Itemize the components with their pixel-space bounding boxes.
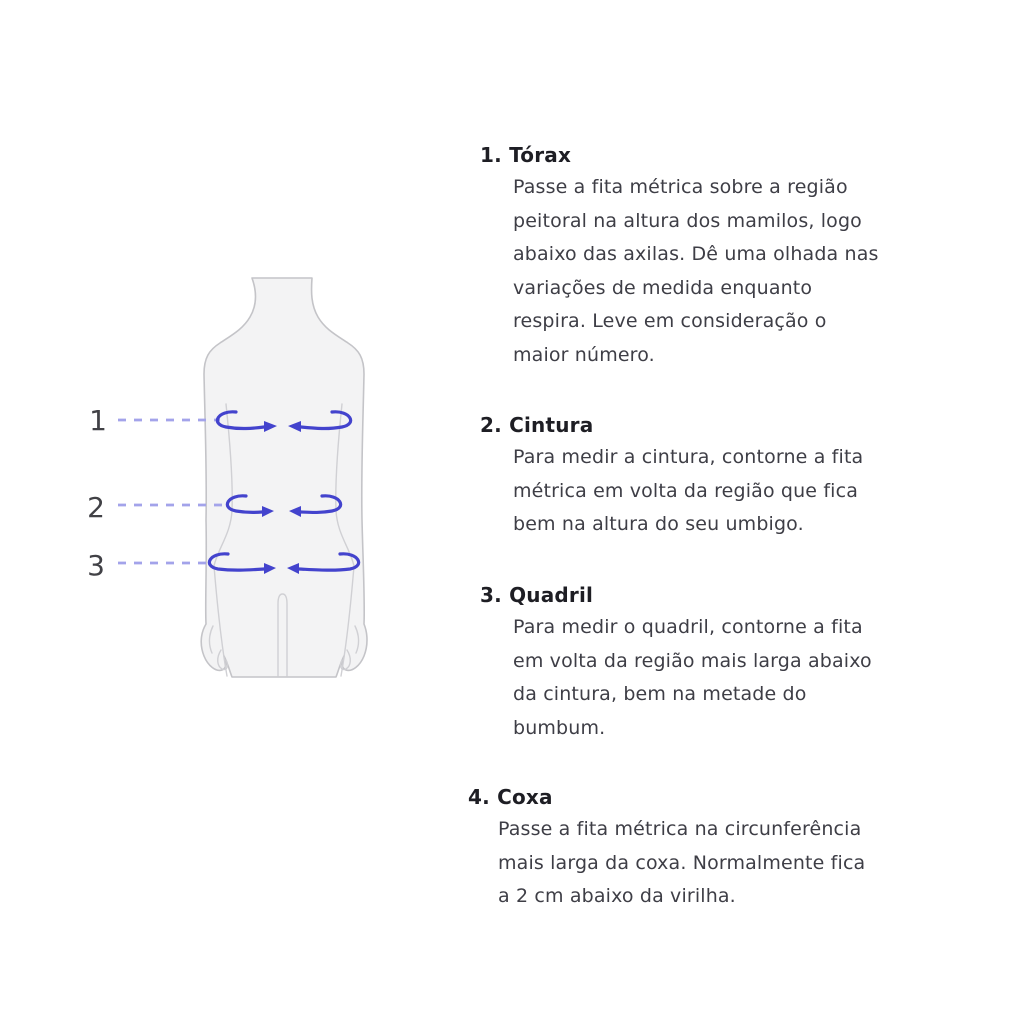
section-quadril: [467, 582, 907, 745]
marker-number-3: 3: [87, 549, 105, 582]
section-paragraph-cintura: [467, 441, 907, 542]
paragraph-line: da cintura, bem na metade do: [513, 683, 807, 706]
body-silhouette-illustration: [201, 278, 367, 677]
paragraph-line: métrica em volta da região que fica: [513, 479, 858, 502]
body-measurement-diagram: [80, 272, 420, 692]
section-heading-coxa: 4. Coxa: [468, 785, 553, 809]
body-outline: [201, 278, 367, 677]
section-paragraph-quadril: [467, 611, 907, 745]
section-cintura: [467, 412, 907, 542]
paragraph-line: mais larga da coxa. Normalmente fica: [498, 851, 866, 874]
paragraph-line: respira. Leve em consideração o: [513, 310, 827, 333]
section-heading-torax: 1. Tórax: [480, 143, 572, 167]
paragraph-line: bumbum.: [513, 716, 606, 739]
paragraph-line: variações de medida enquanto: [513, 276, 813, 299]
paragraph-line: Passe a fita métrica sobre a região: [513, 176, 848, 198]
marker-number-1: 1: [89, 404, 107, 437]
paragraph-line: abaixo das axilas. Dê uma olhada nas: [513, 243, 879, 266]
section-heading-cintura: 2. Cintura: [480, 413, 594, 437]
paragraph-line: maior número.: [513, 343, 655, 366]
section-heading-quadril: 3. Quadril: [480, 583, 594, 607]
paragraph-line: a 2 cm abaixo da virilha.: [498, 885, 736, 908]
marker-number-2: 2: [87, 491, 105, 524]
paragraph-line: bem na altura do seu umbigo.: [513, 513, 804, 536]
paragraph-line: em volta da região mais larga abaixo: [513, 649, 872, 672]
section-torax: [467, 142, 907, 373]
section-paragraph-torax: [467, 171, 907, 373]
paragraph-line: Para medir a cintura, contorne a fita: [513, 446, 864, 468]
paragraph-line: Para medir o quadril, contorne a fita: [513, 616, 863, 638]
paragraph-line: Passe a fita métrica na circunferência: [498, 818, 862, 840]
section-paragraph-coxa: [467, 813, 907, 914]
paragraph-line: peitoral na altura dos mamilos, logo: [513, 209, 862, 232]
section-coxa: [467, 784, 907, 914]
